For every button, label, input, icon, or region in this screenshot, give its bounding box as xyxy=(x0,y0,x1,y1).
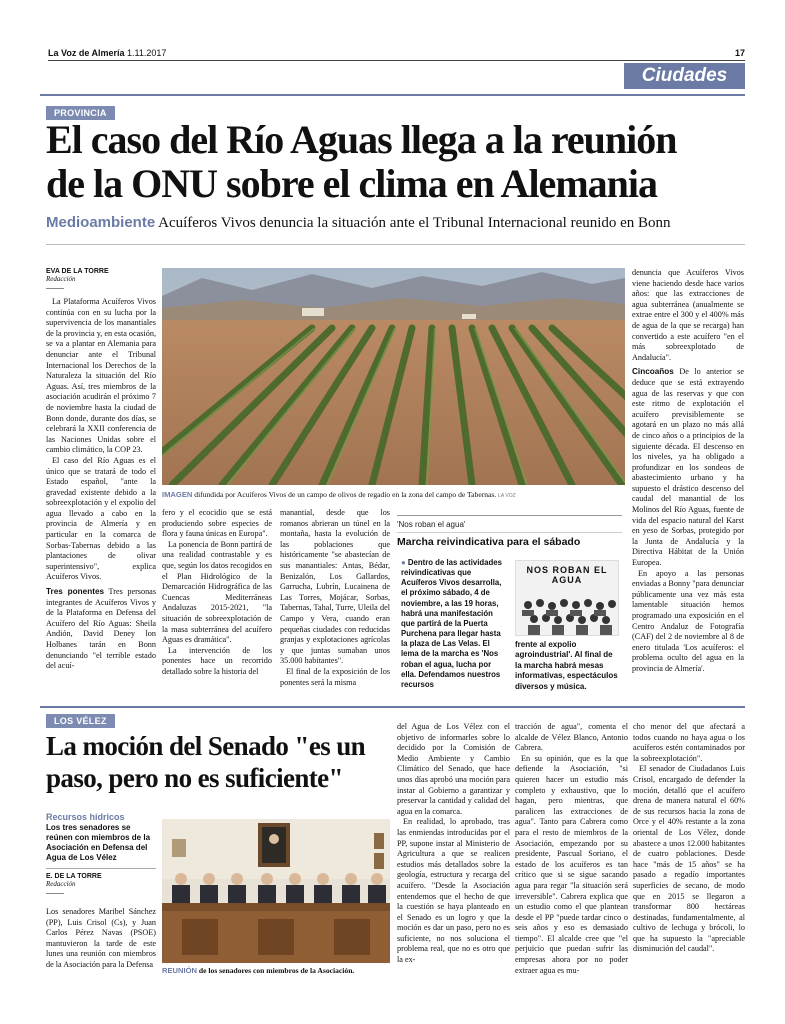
photo-credit: LA VOZ xyxy=(498,493,516,499)
paper-name: La Voz de Almería xyxy=(48,48,125,58)
box-column-2: frente al expolio agroindustrial'. Al final de la marcha habrá mesas informativas, espectáculos diversos y música. xyxy=(515,640,618,691)
lead-in: Cincoaños xyxy=(632,367,674,377)
deck-block xyxy=(46,812,156,894)
photo-caption xyxy=(162,490,625,501)
paragraph: Los senadores Maribel Sánchez (PP), Luis Crisol (Cs), y Juan Carlos Pérez Navas (PSOE) mantuvieron la tarde de este lunes una reunión con miembros de la Asociación para la Defensa xyxy=(46,907,156,969)
masthead xyxy=(48,48,166,58)
article-2-column-2 xyxy=(397,722,510,966)
issue-date: 1.11.2017 xyxy=(127,48,167,58)
paragraph: El senador de Ciudadanos Luis Crisol, encargado de defender la moción, detalló que el acuífero drena de manera natural el 60% de sus recursos hacia la zona de Orce y el 40% restante a la zona oriental de Los Vélez, donde abastece a unos 12.000 habitantes de cuatro poblaciones. Desde hace "más de 15 años" se ha pasado a regadío importantes superficies de secano, de modo que en 2015 se llegaron a transformar 800 hectáreas destinadas, fundamentalmente, al cultivo de lechuga y brócoli, lo que ha supuesto la "apreciable disminución del caudal". xyxy=(633,764,745,954)
photo-caption-2 xyxy=(162,966,392,976)
article-column-4 xyxy=(632,268,744,675)
paragraph: El caso del Río Aguas es el único que se tratará de todo el Estado español, "ante la gravedad existente debido a la sobreexplotación y el expolio del agua llevado a cabo en la provincia de Almería y en particular en la comarca de Sorbas-Tabernas debido a las plantaciones de olivar superintensivo", explica Acuíferos Vivos. xyxy=(46,455,156,582)
deck: Los tres senadores se reúnen con miembros de la Asociación en Defensa del Agua de Los Vélez xyxy=(46,823,151,862)
subhead-text: Acuíferos Vivos denuncia la situación ante el Tribunal Internacional reunido en Bonn xyxy=(155,215,671,231)
section-tag-2: LOS VÉLEZ xyxy=(46,714,115,728)
article-column-1 xyxy=(46,297,156,672)
paragraph: En su opinión, que es la que defiende la Asociación, "si quieren hacer un estudio más completo y exhaustivo, que lo hagan, pero mientras, que paralicen las extracciones de agua". Tanto para Cabrera como para el resto de miembros de la Asociación, empezando por su presidente, Pascual Soriano, el estado de los acuíferos es tan crítico que si se sigue sacando agua para regar "la situación será irreversible". Cabrera explica que un estudio como el que plantean desde el PP "puede tardar cinco o seis años y eso es demasiado tiempo". El alcalde cree que "el perjuicio que puedan sufrir las empresas ahora por no poder extraer agua es mu- xyxy=(515,753,628,975)
byline-rule-2 xyxy=(46,893,64,894)
headline-2 xyxy=(46,730,396,794)
author-role-2: Redacción xyxy=(46,880,76,888)
poster-title: NOS ROBAN EL AGUA xyxy=(526,565,608,585)
kicker: Recursos hídricos xyxy=(46,812,125,822)
poster-crowd-image xyxy=(516,585,619,636)
section-tag: PROVINCIA xyxy=(46,106,115,120)
paragraph: En realidad, lo aprobado, tras las enmiendas introducidas por el PP, supone instar al Ministerio de Agricultura a que se realicen estudios más detallados sobre la geología, estructura y recarga del acuífero. "Desde la Asociación entendemos que el hecho de que la cuestión se haya planteado en el Senado es un logro y que la moción es dar un paso, pero no es suficiente, no nos soluciona el problema real, que no es otro que la ex- xyxy=(397,817,510,965)
caption-tag: IMAGEN xyxy=(162,490,193,499)
author-name-2: E. DE LA TORRE xyxy=(46,873,102,880)
author-name: EVA DE LA TORRE xyxy=(46,268,109,275)
paragraph: tracción de agua", comenta el alcalde de Vélez Blanco, Antonio Cabrera. xyxy=(515,722,628,753)
paragraph: cho menor del que afectará a todos cuando no haya agua o los acuíferos estén contaminados por la sobreexplotación". xyxy=(633,722,745,763)
header-rule xyxy=(48,60,745,61)
paragraph: manantial, desde que los romanos abrieran un túnel en la montaña, hasta la evolución de las poblaciones que históricamente "se abastecían de sus manantiales: Antas, Bédar, Benizalón, Los Gallardos, Garrucha, Lubrín, Lucainena de Las Torres, Mojácar, Sorbas, Tabernas, Tahal, Turre, Uleila del Campo y Vera, cuando eran pequeñas ciudades con reducidas granjas y explotaciones agrícolas y que juntas sumaban unos 35.000 habitantes". xyxy=(280,508,390,666)
headline-line-2: de la ONU sobre el clima en Alemania xyxy=(46,161,657,206)
deck-rule xyxy=(46,868,156,869)
byline-rule xyxy=(46,288,64,289)
box-rule xyxy=(397,532,622,533)
paragraph: La Plataforma Acuíferos Vivos continúa con en su lucha por la supervivencia de los manantiales de la provincia y, en esta ocasión, se va a plantar en Alemania para denunciar ante el Tribunal Internacional los Derechos de la Naturaleza la situación del Río Aguas. Así, tres miembros de la asociación acudirán el próximo 7 de noviembre hasta la ciudad de Bonn donde, durante dos días, se celebrará la XXII conferencia de las Naciones Unidas sobre el cambio climático, la COP 23. xyxy=(46,297,156,455)
subhead-keyword: Medioambiente xyxy=(46,214,156,231)
paragraph: fero y el ecocidio que se está produciendo sobre especies de flora y fauna únicas en Europa". xyxy=(162,508,272,539)
bullet-icon: ● xyxy=(401,558,406,567)
divider xyxy=(46,244,745,245)
paragraph: La ponencia de Bonn partirá de una realidad contrastable y es que, según los datos recogidos en el Plan Hidrológico de la Demarcación Hidrográfica de las Cuencas Mediterráneas Andaluzas 2015-2021, "la situación de sobreexplotación de la masa subterránea del acuífero Aguas es dramática". xyxy=(162,539,272,645)
paragraph: del Agua de Los Vélez con el objetivo de informarles sobre lo decidido por la Comisión de Medio Ambiente y Cambio Climático del Senado, que hace unos días aprobó una moción para instar al Gobierno a garantizar y preservar la cantidad y calidad del agua en la comarca. xyxy=(397,722,510,816)
caption-text-2: de los senadores con miembros de la Asociación. xyxy=(197,966,355,975)
olive-field-photo xyxy=(162,268,625,485)
lead-text: Tres personas integrantes de Acuíferos Vivos y de la Plataforma en Defensa del Acuífero del Río Aguas: Sheila Andión, David Deney lon Holbanes tarán en Bonn denunciando "el terrible estado del acuí- xyxy=(46,587,156,671)
senate-meeting-photo xyxy=(162,819,390,963)
paragraph xyxy=(632,367,744,568)
article-2-column-1 xyxy=(46,907,156,971)
paragraph: En apoyo a las personas enviadas a Bonny "para denunciar públicamente una vez más esta lamentable situación hemos programado una exposición en el Centro Andaluz de Fotografía (CAF) del 2 de noviembre al 8 de enero titulada 'Los acuíferos: el problema oculto del agua en la provincia de Almería'. xyxy=(632,568,745,673)
headline-2-line-2: paso, pero no es suficiente" xyxy=(46,763,343,793)
headline xyxy=(46,118,746,206)
paragraph: La intervención de los ponentes hace un recorrido detallado sobre la historia del xyxy=(162,645,272,676)
caption-tag-2: REUNIÓN xyxy=(162,966,198,975)
headline-line-1: El caso del Río Aguas llega a la reunión xyxy=(46,117,677,162)
author-role: Redacción xyxy=(46,275,76,283)
article-2-column-3 xyxy=(515,722,628,976)
olive-field-image xyxy=(162,268,625,485)
caption-text: difundida por Acuíferos Vivos de un campo de olivos de regadío en la zona del campo de Tabernas. xyxy=(192,490,497,499)
byline xyxy=(46,268,156,289)
article-column-3 xyxy=(280,508,390,688)
box-title: Marcha reivindicativa para el sábado xyxy=(397,536,581,548)
box-column-1 xyxy=(401,558,507,690)
section-banner: Ciudades xyxy=(624,63,745,89)
lead-text: De lo anterior se deduce que se está extrayendo agua de las reservas y que con este ritmo de explotación el acuífero previsiblemente se agotará en un plazo no más allá de cinco años o a principios de la siguiente década. El descenso en los niveles, ya ha obligado a profundizar en los sondeos de abastecimiento urbano y ha supuesto el drástico descenso del caudal del manantial de los Molinos del Río Aguas, fuente de vida del espacio natural del Karst en yeso de Sorbas, protegido por la Junta de Andalucía y la Directiva Hábitat de la Unión Europea. xyxy=(632,367,744,568)
headline-2-line-1: La moción del Senado "es un xyxy=(46,731,366,761)
article-2-column-4 xyxy=(633,722,745,955)
paragraph: denuncia que Acuíferos Vivos viene haciendo desde hace varios años: que las extracciones de agua subterránea (anualmente se extrae entre el 300 y el 400% más de agua de la que se recarga) han convertido a este acuífero "en el más sobreexplotado de Andalucía". xyxy=(632,268,744,362)
subheadline xyxy=(46,213,746,233)
page-number: 17 xyxy=(734,48,745,58)
senate-meeting-image xyxy=(162,819,390,963)
paragraph: El final de la exposición de los ponentes será la misma xyxy=(280,666,390,687)
lead-in: Tres ponentes xyxy=(46,587,105,597)
protest-poster xyxy=(515,560,619,636)
box-text-1: Dentro de las actividades reivindicativas que Acuíferos Vivos desarrolla, el próximo sábado, 4 de noviembre, a las 19 horas, habrá una manifestación que partirá de la Puerta Purchena para llegar hasta la plaza de Las Velas. El lema de la marcha es 'Nos roban el agua, lucha por ella. Defendamos nuestros recursos xyxy=(401,558,502,689)
article-2-frame xyxy=(40,706,745,708)
article-column-2 xyxy=(162,508,272,678)
paragraph xyxy=(46,587,156,672)
sidebar-box xyxy=(397,515,622,693)
box-tag: 'Nos roban el agua' xyxy=(397,520,466,529)
